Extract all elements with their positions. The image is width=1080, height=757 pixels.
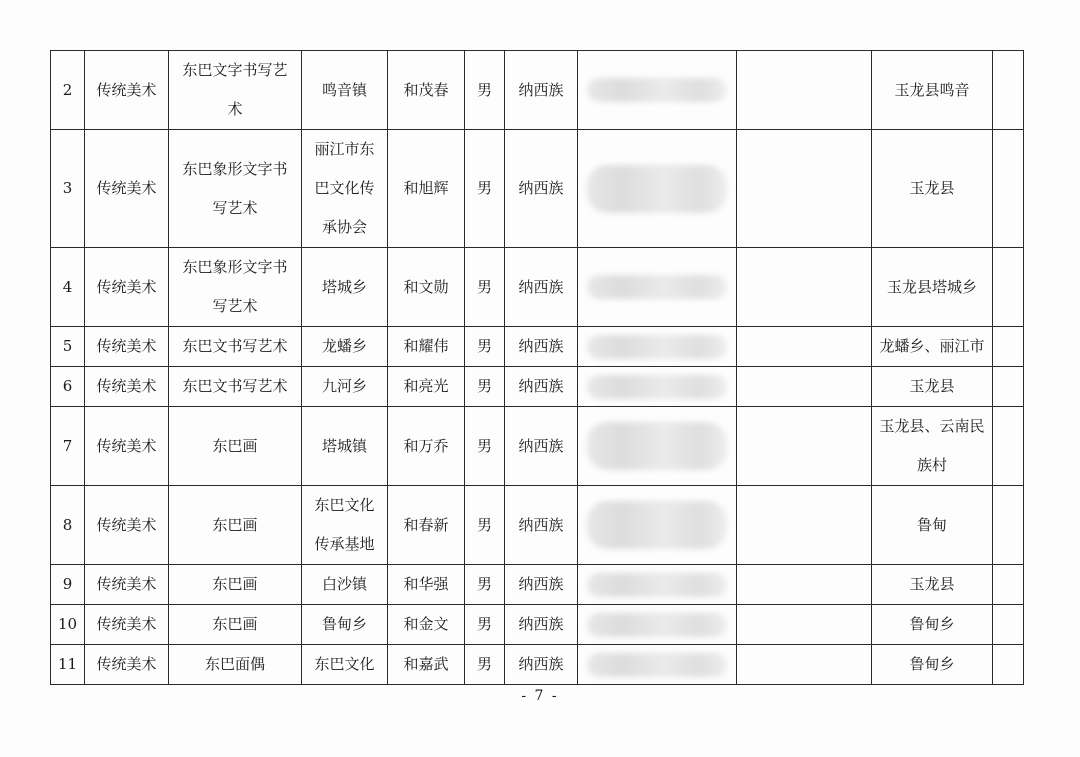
row-number: 2 bbox=[51, 51, 85, 130]
unit-cell: 塔城镇 bbox=[302, 407, 388, 486]
inheritor-name-cell: 和华强 bbox=[388, 565, 465, 605]
item-name-cell: 东巴面偶 bbox=[169, 645, 302, 685]
ethnicity-cell: 纳西族 bbox=[505, 130, 578, 248]
empty-cell bbox=[737, 327, 872, 367]
item-name-cell: 东巴文字书写艺 术 bbox=[169, 51, 302, 130]
item-name-cell: 东巴画 bbox=[169, 565, 302, 605]
empty-cell bbox=[993, 645, 1024, 685]
redacted-cell bbox=[578, 565, 737, 605]
redacted-cell bbox=[578, 367, 737, 407]
region-cell: 鲁甸乡 bbox=[872, 605, 993, 645]
region-cell: 龙蟠乡、丽江市 bbox=[872, 327, 993, 367]
item-name-cell: 东巴画 bbox=[169, 407, 302, 486]
empty-cell bbox=[737, 605, 872, 645]
inheritor-name-cell: 和旭辉 bbox=[388, 130, 465, 248]
redaction-blur bbox=[587, 573, 727, 597]
redaction-blur bbox=[587, 275, 727, 299]
gender-cell: 男 bbox=[465, 407, 505, 486]
redacted-cell bbox=[578, 605, 737, 645]
empty-cell bbox=[993, 605, 1024, 645]
redacted-cell bbox=[578, 645, 737, 685]
row-number: 5 bbox=[51, 327, 85, 367]
region-cell: 玉龙县鸣音 bbox=[872, 51, 993, 130]
redaction-blur bbox=[587, 422, 727, 470]
redacted-cell bbox=[578, 407, 737, 486]
category-cell: 传统美术 bbox=[85, 645, 169, 685]
inheritor-name-cell: 和亮光 bbox=[388, 367, 465, 407]
region-cell: 玉龙县 bbox=[872, 130, 993, 248]
empty-cell bbox=[737, 51, 872, 130]
unit-cell: 塔城乡 bbox=[302, 248, 388, 327]
region-cell: 玉龙县塔城乡 bbox=[872, 248, 993, 327]
redaction-blur bbox=[587, 375, 727, 399]
table-row bbox=[51, 367, 1024, 407]
empty-cell bbox=[737, 130, 872, 248]
redaction-blur bbox=[587, 165, 727, 213]
ethnicity-cell: 纳西族 bbox=[505, 367, 578, 407]
unit-cell: 龙蟠乡 bbox=[302, 327, 388, 367]
redacted-cell bbox=[578, 486, 737, 565]
table-row bbox=[51, 248, 1024, 327]
row-number: 8 bbox=[51, 486, 85, 565]
redaction-blur bbox=[587, 335, 727, 359]
gender-cell: 男 bbox=[465, 645, 505, 685]
row-number: 4 bbox=[51, 248, 85, 327]
inheritor-name-cell: 和金文 bbox=[388, 605, 465, 645]
row-number: 9 bbox=[51, 565, 85, 605]
row-number: 10 bbox=[51, 605, 85, 645]
item-name-cell: 东巴画 bbox=[169, 486, 302, 565]
redaction-blur bbox=[587, 78, 727, 102]
empty-cell bbox=[993, 327, 1024, 367]
table-row bbox=[51, 327, 1024, 367]
unit-cell: 东巴文化 传承基地 bbox=[302, 486, 388, 565]
gender-cell: 男 bbox=[465, 367, 505, 407]
category-cell: 传统美术 bbox=[85, 565, 169, 605]
empty-cell bbox=[993, 248, 1024, 327]
redacted-cell bbox=[578, 327, 737, 367]
ethnicity-cell: 纳西族 bbox=[505, 327, 578, 367]
table-row bbox=[51, 565, 1024, 605]
empty-cell bbox=[993, 367, 1024, 407]
gender-cell: 男 bbox=[465, 51, 505, 130]
redacted-cell bbox=[578, 51, 737, 130]
gender-cell: 男 bbox=[465, 565, 505, 605]
empty-cell bbox=[737, 407, 872, 486]
item-name-cell: 东巴象形文字书 写艺术 bbox=[169, 130, 302, 248]
category-cell: 传统美术 bbox=[85, 605, 169, 645]
table-row bbox=[51, 130, 1024, 248]
inheritor-name-cell: 和春新 bbox=[388, 486, 465, 565]
empty-cell bbox=[737, 367, 872, 407]
gender-cell: 男 bbox=[465, 486, 505, 565]
row-number: 6 bbox=[51, 367, 85, 407]
empty-cell bbox=[993, 51, 1024, 130]
unit-cell: 鸣音镇 bbox=[302, 51, 388, 130]
category-cell: 传统美术 bbox=[85, 486, 169, 565]
ethnicity-cell: 纳西族 bbox=[505, 565, 578, 605]
inheritor-name-cell: 和耀伟 bbox=[388, 327, 465, 367]
region-cell: 玉龙县、云南民 族村 bbox=[872, 407, 993, 486]
empty-cell bbox=[737, 486, 872, 565]
empty-cell bbox=[993, 486, 1024, 565]
unit-cell: 东巴文化 bbox=[302, 645, 388, 685]
region-cell: 玉龙县 bbox=[872, 367, 993, 407]
region-cell: 鲁甸 bbox=[872, 486, 993, 565]
page-number: - 7 - bbox=[521, 688, 559, 704]
ethnicity-cell: 纳西族 bbox=[505, 486, 578, 565]
unit-cell: 鲁甸乡 bbox=[302, 605, 388, 645]
region-cell: 玉龙县 bbox=[872, 565, 993, 605]
row-number: 3 bbox=[51, 130, 85, 248]
category-cell: 传统美术 bbox=[85, 248, 169, 327]
unit-cell: 丽江市东 巴文化传 承协会 bbox=[302, 130, 388, 248]
redaction-blur bbox=[587, 653, 727, 677]
item-name-cell: 东巴文书写艺术 bbox=[169, 327, 302, 367]
gender-cell: 男 bbox=[465, 248, 505, 327]
table-row bbox=[51, 605, 1024, 645]
category-cell: 传统美术 bbox=[85, 407, 169, 486]
redacted-cell bbox=[578, 130, 737, 248]
ethnicity-cell: 纳西族 bbox=[505, 605, 578, 645]
table-row bbox=[51, 51, 1024, 130]
empty-cell bbox=[993, 565, 1024, 605]
unit-cell: 白沙镇 bbox=[302, 565, 388, 605]
inheritor-name-cell: 和嘉武 bbox=[388, 645, 465, 685]
inheritor-name-cell: 和茂春 bbox=[388, 51, 465, 130]
empty-cell bbox=[737, 565, 872, 605]
gender-cell: 男 bbox=[465, 605, 505, 645]
empty-cell bbox=[993, 130, 1024, 248]
gender-cell: 男 bbox=[465, 130, 505, 248]
empty-cell bbox=[737, 248, 872, 327]
table-row bbox=[51, 486, 1024, 565]
region-cell: 鲁甸乡 bbox=[872, 645, 993, 685]
table-row bbox=[51, 407, 1024, 486]
table-row bbox=[51, 645, 1024, 685]
inheritor-name-cell: 和万乔 bbox=[388, 407, 465, 486]
redaction-blur bbox=[587, 613, 727, 637]
ethnicity-cell: 纳西族 bbox=[505, 407, 578, 486]
category-cell: 传统美术 bbox=[85, 327, 169, 367]
redacted-cell bbox=[578, 248, 737, 327]
ethnicity-cell: 纳西族 bbox=[505, 645, 578, 685]
ethnicity-cell: 纳西族 bbox=[505, 51, 578, 130]
empty-cell bbox=[737, 645, 872, 685]
empty-cell bbox=[993, 407, 1024, 486]
heritage-inheritor-table bbox=[50, 50, 1024, 685]
item-name-cell: 东巴画 bbox=[169, 605, 302, 645]
category-cell: 传统美术 bbox=[85, 130, 169, 248]
ethnicity-cell: 纳西族 bbox=[505, 248, 578, 327]
redaction-blur bbox=[587, 501, 727, 549]
item-name-cell: 东巴象形文字书 写艺术 bbox=[169, 248, 302, 327]
inheritor-name-cell: 和文勋 bbox=[388, 248, 465, 327]
category-cell: 传统美术 bbox=[85, 367, 169, 407]
item-name-cell: 东巴文书写艺术 bbox=[169, 367, 302, 407]
gender-cell: 男 bbox=[465, 327, 505, 367]
category-cell: 传统美术 bbox=[85, 51, 169, 130]
row-number: 7 bbox=[51, 407, 85, 486]
unit-cell: 九河乡 bbox=[302, 367, 388, 407]
row-number: 11 bbox=[51, 645, 85, 685]
